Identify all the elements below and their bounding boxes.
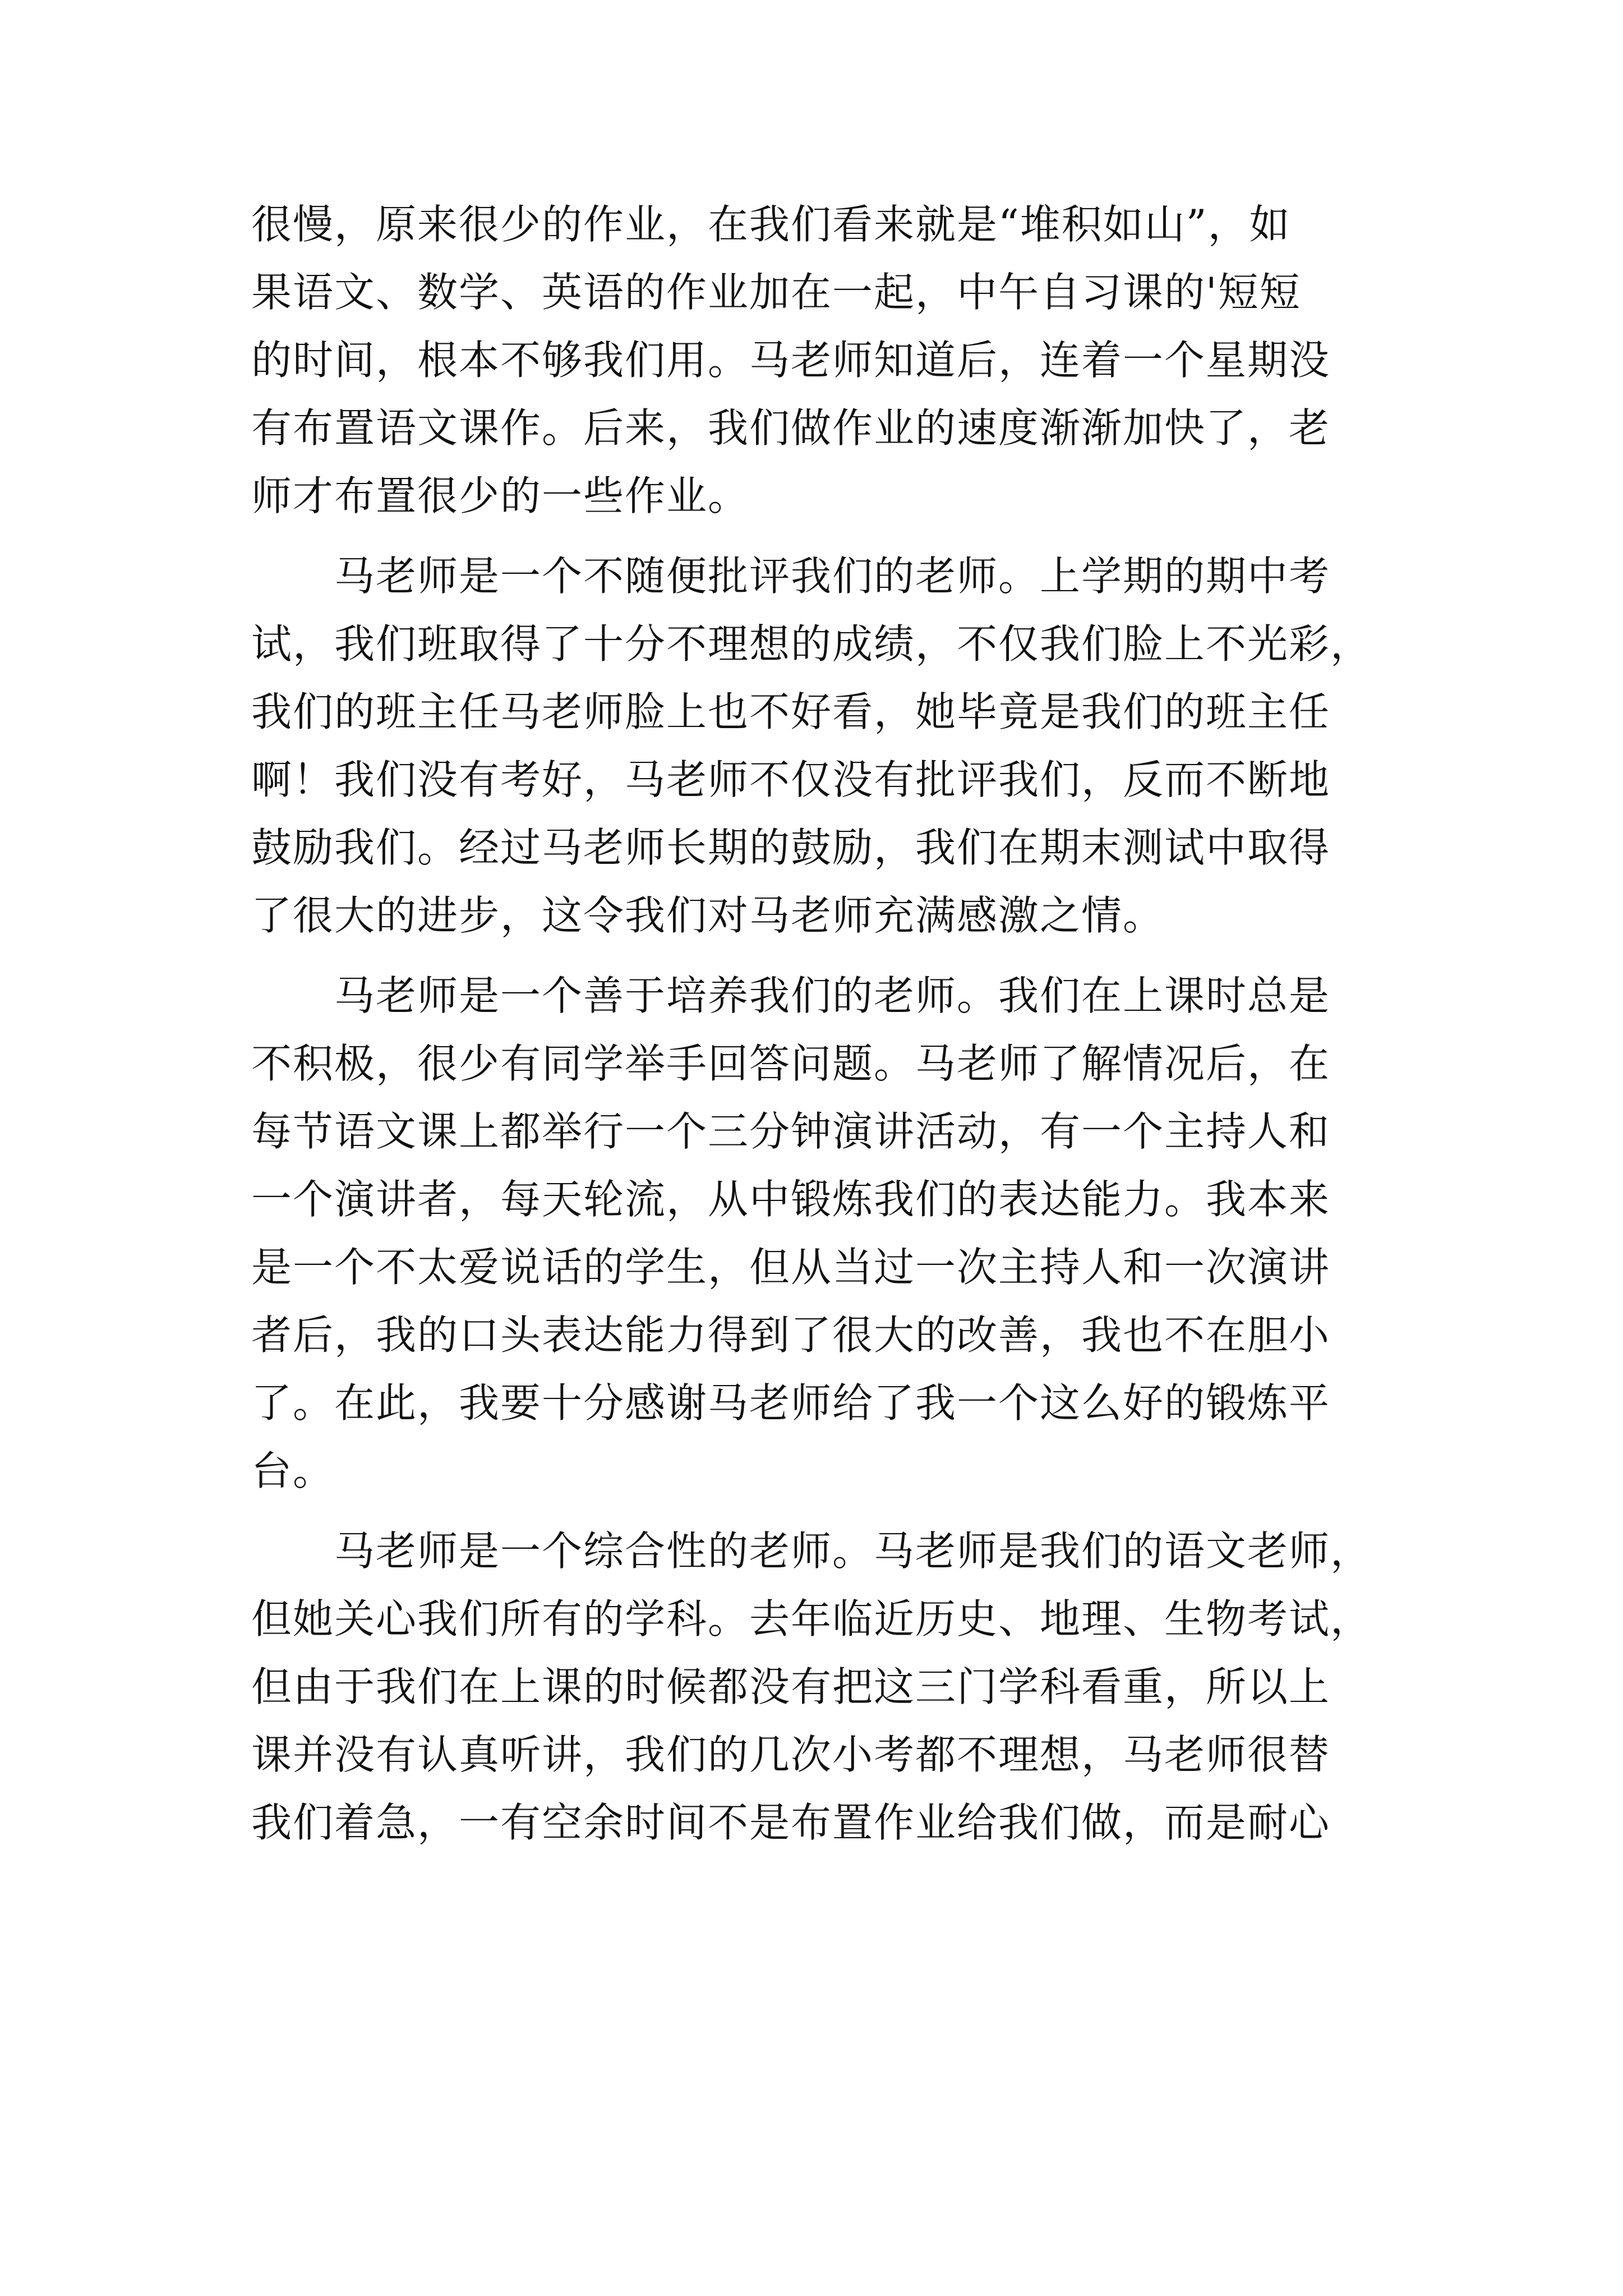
text-line: 我们着急，一有空余时间不是布置作业给我们做，而是耐心 [251,1799,1331,1846]
text-line: 师才布置很少的一些作业。 [251,472,750,519]
paragraph-3 [251,962,1390,1505]
text-line: 有布置语文课作。后来，我们做作业的速度渐渐加快了，老 [251,404,1331,452]
text-line: 马老师是一个善于培养我们的老师。我们在上课时总是 [251,972,1331,1019]
paragraph-1 [251,191,1390,530]
text-line: 每节语文课上都举行一个三分钟演讲活动，有一个主持人和 [251,1108,1331,1155]
paragraph-2 [251,542,1390,950]
body-text [251,191,1390,1857]
text-line: 啊！我们没有考好，马老师不仅没有批评我们，反而不断地 [251,756,1331,803]
text-line: 一个演讲者，每天轮流，从中锻炼我们的表达能力。我本来 [251,1176,1331,1223]
text-line: 了很大的进步，这令我们对马老师充满感激之情。 [251,892,1165,939]
text-line: 很慢，原来很少的作业，在我们看来就是“堆积如山”，如 [251,201,1291,248]
text-line: 我们的班主任马老师脸上也不好看，她毕竟是我们的班主任 [251,688,1331,735]
text-line: 鼓励我们。经过马老师长期的鼓励，我们在期末测试中取得 [251,824,1331,871]
text-line: 是一个不太爱说话的学生，但从当过一次主持人和一次演讲 [251,1244,1331,1291]
text-line: 马老师是一个综合性的老师。马老师是我们的语文老师， [251,1527,1372,1575]
text-line: 试，我们班取得了十分不理想的成绩，不仅我们脸上不光彩， [251,620,1372,668]
text-line: 了。在此，我要十分感谢马老师给了我一个这么好的锻炼平 [251,1379,1331,1427]
text-line: 课并没有认真听讲，我们的几次小考都不理想，马老师很替 [251,1731,1331,1778]
text-line: 但她关心我们所有的学科。去年临近历史、地理、生物考试， [251,1595,1372,1642]
text-line: 马老师是一个不随便批评我们的老师。上学期的期中考 [251,553,1331,600]
text-line: 不积极，很少有同学举手回答问题。马老师了解情况后，在 [251,1040,1331,1087]
text-line: 果语文、数学、英语的作业加在一起，中午自习课的'短短 [251,269,1301,316]
text-line: 者后，我的口头表达能力得到了很大的改善，我也不在胆小 [251,1312,1331,1359]
paragraph-4 [251,1517,1390,1857]
text-line: 但由于我们在上课的时候都没有把这三门学科看重，所以上 [251,1663,1331,1710]
text-line: 台。 [251,1447,335,1494]
text-line: 的时间，根本不够我们用。马老师知道后，连着一个星期没 [251,337,1331,384]
